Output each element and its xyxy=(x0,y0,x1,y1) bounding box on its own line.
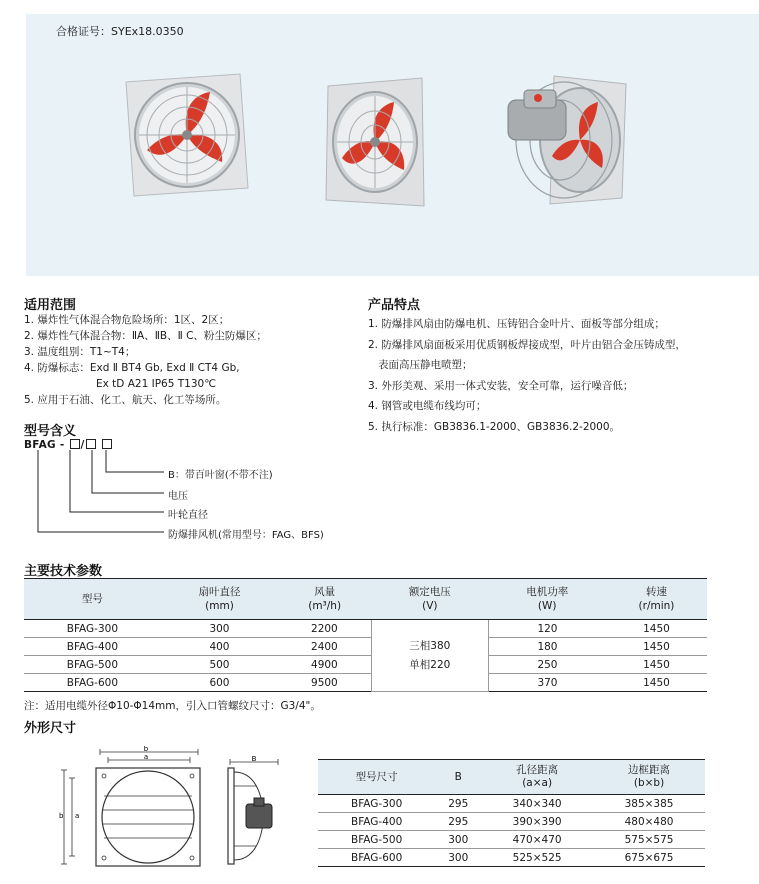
dimensions-table xyxy=(318,759,705,867)
table-cell: 470×470 xyxy=(481,831,593,849)
model-label-louver: B：带百叶窗(不带不注) xyxy=(168,470,273,481)
table-cell: 4900 xyxy=(278,656,371,674)
table-cell: BFAG-300 xyxy=(318,795,435,813)
dim-label-b-top: b xyxy=(143,746,149,753)
table-cell: 1450 xyxy=(606,620,707,638)
scope-list xyxy=(24,312,267,408)
table-cell: 480×480 xyxy=(593,813,705,831)
specs-title: 主要技术参数 xyxy=(24,564,103,579)
table-cell: 295 xyxy=(435,795,481,813)
table-cell: 500 xyxy=(161,656,278,674)
dimensions-header: 型号尺寸 xyxy=(318,760,435,795)
table-cell: 385×385 xyxy=(593,795,705,813)
dimensions-header-row xyxy=(318,760,705,795)
specs-header: 风量 (m³/h) xyxy=(278,579,371,620)
fan-image-front xyxy=(122,70,252,200)
dimension-drawing-side xyxy=(216,756,288,868)
specs-table xyxy=(24,578,707,692)
feature-item: 2. 防爆排风扇面板采用优质钢板焊接成型，叶片由铝合金压铸成型， xyxy=(368,338,686,351)
table-row xyxy=(24,656,707,674)
model-label-diameter: 叶轮直径 xyxy=(168,510,208,521)
scope-item: 4. 防爆标志：Exd Ⅱ BT4 Gb, Exd Ⅱ CT4 Gb, xyxy=(24,362,240,374)
table-row xyxy=(318,795,705,813)
table-cell: 1450 xyxy=(606,656,707,674)
table-cell: 2400 xyxy=(278,638,371,656)
table-cell: 9500 xyxy=(278,674,371,692)
specs-header: 额定电压 (V) xyxy=(371,579,488,620)
dim-label-B: B xyxy=(251,756,257,763)
model-leader-lines xyxy=(24,448,174,538)
model-code-slash: / xyxy=(80,439,85,451)
table-row xyxy=(24,674,707,692)
voltage-three-phase: 三相380 xyxy=(409,639,451,652)
features-title: 产品特点 xyxy=(368,298,421,313)
table-cell: 2200 xyxy=(278,620,371,638)
specs-header: 电机功率 (W) xyxy=(489,579,606,620)
dim-label-a-top: a xyxy=(143,753,149,761)
voltage-cell xyxy=(371,620,488,692)
table-cell: BFAG-500 xyxy=(24,656,161,674)
table-cell: 600 xyxy=(161,674,278,692)
feature-item: 5. 执行标准：GB3836.1-2000、GB3836.2-2000。 xyxy=(368,420,621,433)
table-cell: BFAG-600 xyxy=(24,674,161,692)
voltage-single-phase: 单相220 xyxy=(409,658,451,671)
table-cell: 300 xyxy=(435,831,481,849)
table-cell: BFAG-600 xyxy=(318,849,435,867)
dimensions-header: 边框距离 (b×b) xyxy=(593,760,705,795)
feature-item: 3. 外形美观、采用一体式安装，安全可靠，运行噪音低； xyxy=(368,379,634,392)
feature-item: 表面高压静电喷塑； xyxy=(378,359,473,371)
dim-label-b-side: b xyxy=(59,812,64,820)
table-cell: 340×340 xyxy=(481,795,593,813)
model-code-prefix: BFAG - xyxy=(24,439,65,451)
scope-title: 适用范围 xyxy=(24,298,77,313)
specs-header: 型号 xyxy=(24,579,161,620)
dimensions-header: 孔径距离 (a×a) xyxy=(481,760,593,795)
table-row xyxy=(24,620,707,638)
table-cell: 675×675 xyxy=(593,849,705,867)
table-cell: 1450 xyxy=(606,674,707,692)
feature-item: 1. 防爆排风扇由防爆电机、压铸铝合金叶片、面板等部分组成； xyxy=(368,318,665,330)
table-cell: 300 xyxy=(161,620,278,638)
model-label-series: 防爆排风机(常用型号：FAG、BFS) xyxy=(168,530,324,541)
table-cell: 370 xyxy=(489,674,606,692)
table-cell: 400 xyxy=(161,638,278,656)
table-cell: 1450 xyxy=(606,638,707,656)
fan-image-motor-side xyxy=(494,70,634,210)
scope-item: Ex tD A21 IP65 T130℃ xyxy=(96,378,216,390)
table-cell: BFAG-400 xyxy=(24,638,161,656)
table-row xyxy=(24,638,707,656)
table-cell: 575×575 xyxy=(593,831,705,849)
feature-item: 4. 钢管或电缆布线均可； xyxy=(368,400,487,412)
model-label-voltage: 电压 xyxy=(168,491,188,502)
product-image-banner xyxy=(26,14,759,276)
fan-image-angled xyxy=(322,76,428,212)
table-row xyxy=(318,813,705,831)
table-cell: 295 xyxy=(435,813,481,831)
dimensions-title: 外形尺寸 xyxy=(24,721,77,736)
table-cell: 390×390 xyxy=(481,813,593,831)
table-cell: BFAG-400 xyxy=(318,813,435,831)
table-cell: 180 xyxy=(489,638,606,656)
table-cell: 300 xyxy=(435,849,481,867)
specs-header: 扇叶直径 (mm) xyxy=(161,579,278,620)
scope-item: 3. 温度组别：T1~T4； xyxy=(24,346,136,358)
table-row xyxy=(318,849,705,867)
scope-item: 5. 应用于石油、化工、航天、化工等场所。 xyxy=(24,394,227,406)
features-list xyxy=(368,314,686,437)
table-cell: 250 xyxy=(489,656,606,674)
table-cell: 525×525 xyxy=(481,849,593,867)
table-cell: BFAG-300 xyxy=(24,620,161,638)
certificate-number: 合格证号：SYEx18.0350 xyxy=(56,25,184,38)
dimension-drawing-front xyxy=(56,746,206,870)
dimensions-header: B xyxy=(435,760,481,795)
specs-header: 转速 (r/min) xyxy=(606,579,707,620)
table-cell: 120 xyxy=(489,620,606,638)
table-cell: BFAG-500 xyxy=(318,831,435,849)
specs-note: 注：适用电缆外径Φ10-Φ14mm，引入口管螺纹尺寸：G3/4"。 xyxy=(24,700,321,712)
model-title: 型号含义 xyxy=(24,424,77,439)
table-row xyxy=(318,831,705,849)
specs-header-row xyxy=(24,579,707,620)
scope-item: 2. 爆炸性气体混合物：ⅡA、ⅡB、Ⅱ C、粉尘防爆区； xyxy=(24,330,267,342)
dim-label-a-side: a xyxy=(75,812,80,820)
scope-item: 1. 爆炸性气体混合物危险场所：1区、2区； xyxy=(24,314,230,326)
